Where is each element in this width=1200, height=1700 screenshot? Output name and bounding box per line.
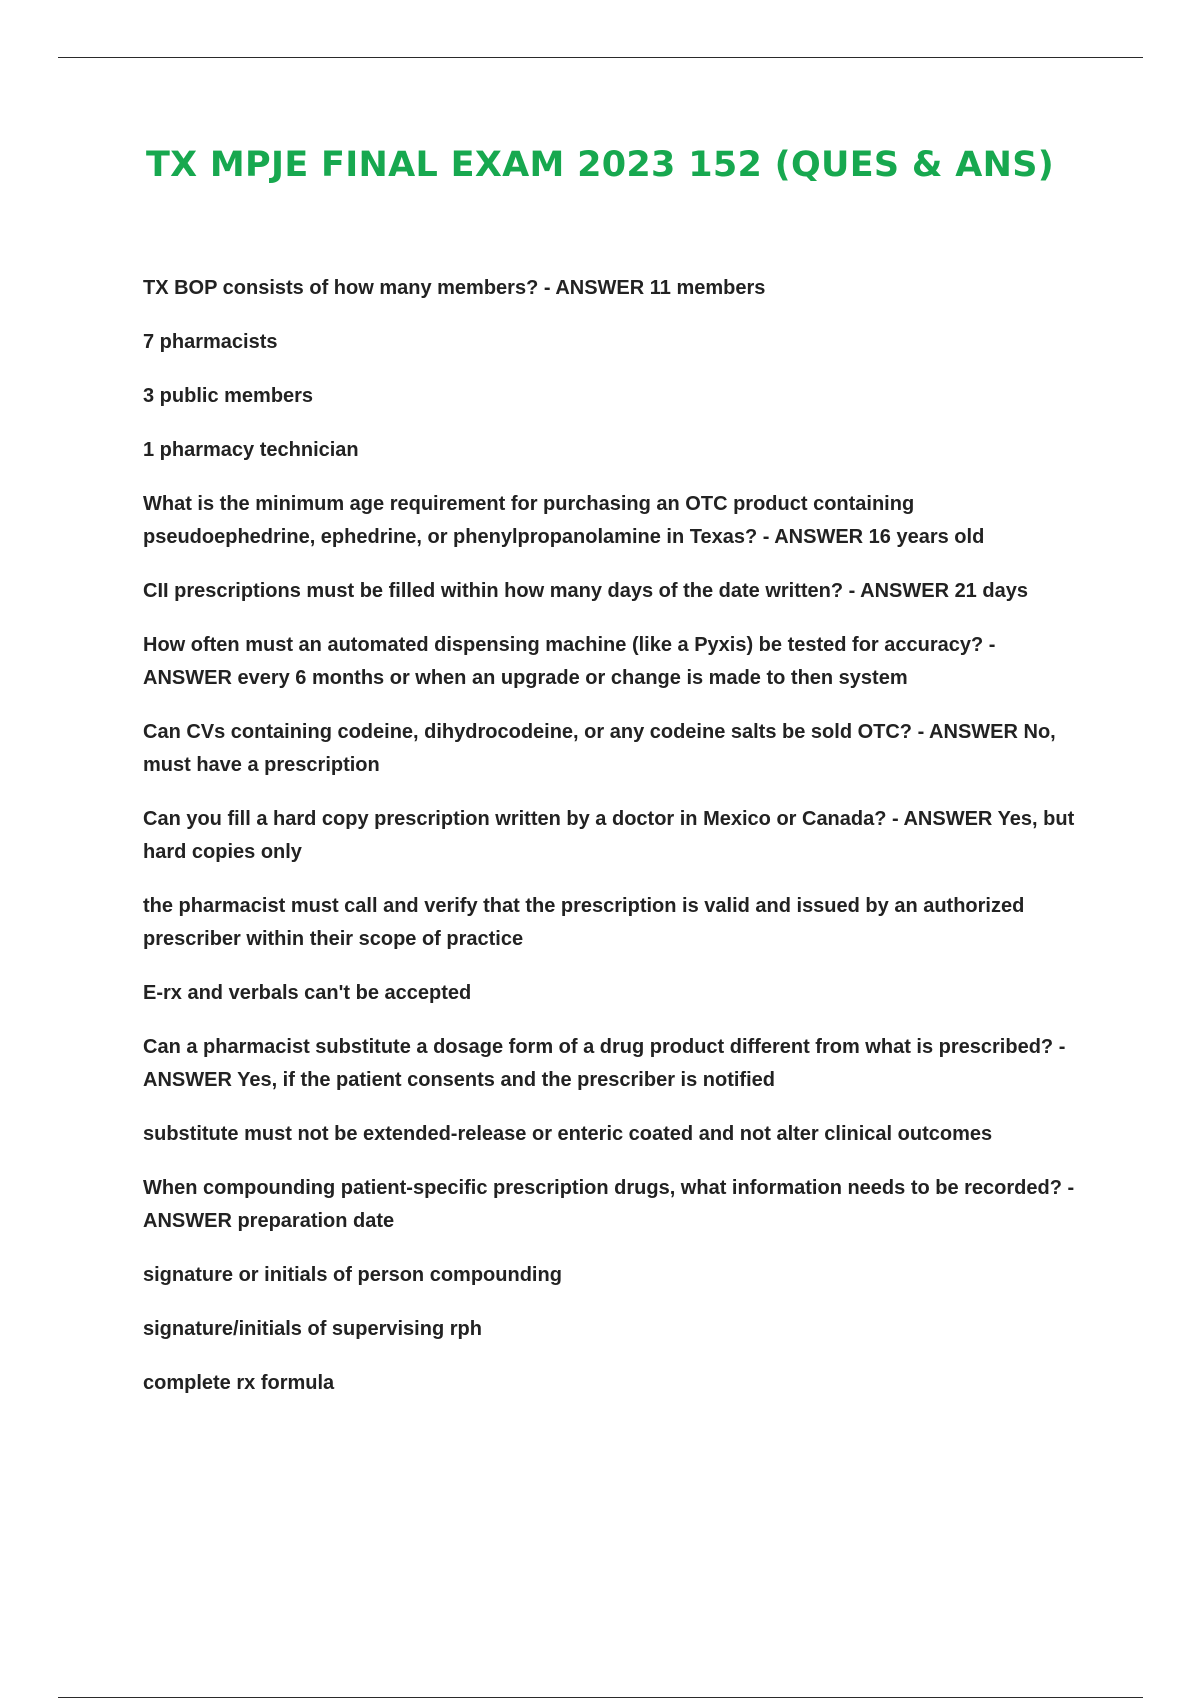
document-body [143, 272, 1083, 1421]
paragraph: E-rx and verbals can't be accepted [143, 982, 472, 1004]
paragraph: Can a pharmacist substitute a dosage form of a drug product different from what is prescribed? - ANSWER Yes, if the patient consents and the prescriber is notified [143, 1036, 1066, 1091]
paragraph: substitute must not be extended-release or enteric coated and not alter clinical outcomes [143, 1123, 993, 1145]
paragraph: the pharmacist must call and verify that the prescription is valid and issued by an authorized prescriber within their scope of practice [143, 895, 1025, 950]
paragraph: Can you fill a hard copy prescription written by a doctor in Mexico or Canada? - ANSWER Yes, but hard copies only [143, 808, 1075, 863]
paragraph: 3 public members [143, 385, 314, 407]
paragraph: When compounding patient-specific prescription drugs, what information needs to be recorded? - ANSWER preparation date [143, 1177, 1075, 1232]
bottom-rule [58, 1697, 1143, 1698]
paragraph: signature/initials of supervising rph [143, 1318, 482, 1340]
paragraph: 7 pharmacists [143, 331, 278, 353]
paragraph: 1 pharmacy technician [143, 439, 359, 461]
document-title: TX MPJE FINAL EXAM 2023 152 (QUES & ANS) [145, 145, 1055, 185]
paragraph: How often must an automated dispensing machine (like a Pyxis) be tested for accuracy? - ANSWER every 6 months or when an upgrade or change is made to then system [143, 634, 996, 689]
paragraph: CII prescriptions must be filled within how many days of the date written? - ANSWER 21 days [143, 580, 1028, 602]
paragraph: What is the minimum age requirement for purchasing an OTC product containing pseudoephedrine, ephedrine, or phenylpropanolamine in Texas? - ANSWER 16 years old [143, 493, 985, 548]
paragraph: complete rx formula [143, 1372, 335, 1394]
paragraph: Can CVs containing codeine, dihydrocodeine, or any codeine salts be sold OTC? - ANSWER No, must have a prescription [143, 721, 1056, 776]
paragraph: signature or initials of person compounding [143, 1264, 562, 1286]
top-rule [58, 57, 1143, 58]
paragraph: TX BOP consists of how many members? - ANSWER 11 members [143, 277, 766, 299]
